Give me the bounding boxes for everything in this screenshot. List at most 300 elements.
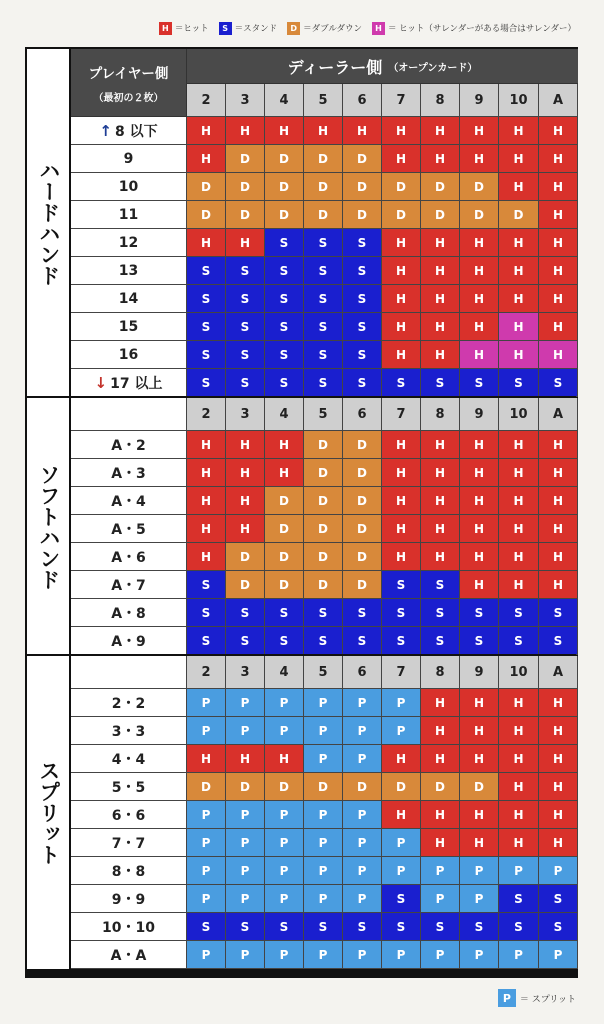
player-hand-label bbox=[71, 571, 187, 599]
hand-label-text: A・4 bbox=[111, 493, 146, 510]
action-cell: H bbox=[421, 431, 460, 459]
action-cell: H bbox=[539, 571, 578, 599]
action-cell: P bbox=[265, 829, 304, 857]
action-cell: P bbox=[499, 941, 539, 969]
action-cell: P bbox=[226, 801, 265, 829]
legend-text: ＝ ヒット（サレンダーがある場合はサレンダー） bbox=[387, 24, 576, 34]
action-cell: P bbox=[226, 885, 265, 913]
action-cell: S bbox=[265, 341, 304, 369]
action-cell: H bbox=[421, 515, 460, 543]
action-cell: H bbox=[499, 285, 539, 313]
action-cell: D bbox=[343, 487, 382, 515]
action-cell: H bbox=[382, 431, 421, 459]
hand-label-text: 8・8 bbox=[111, 863, 146, 880]
action-cell: H bbox=[304, 117, 343, 145]
action-cell: P bbox=[265, 941, 304, 969]
action-cell: D bbox=[304, 459, 343, 487]
action-cell: P bbox=[343, 689, 382, 717]
action-cell: P bbox=[304, 745, 343, 773]
legend-text: ＝ダブルダウン bbox=[303, 24, 362, 34]
action-cell: D bbox=[265, 515, 304, 543]
hand-label-text: 14 bbox=[118, 290, 139, 307]
dealer-card-2: 2 bbox=[187, 656, 226, 689]
action-cell: H bbox=[187, 459, 226, 487]
action-cell: P bbox=[382, 689, 421, 717]
dealer-card-10: 10 bbox=[499, 656, 539, 689]
player-hand-label bbox=[71, 117, 187, 145]
action-cell: H bbox=[539, 229, 578, 257]
action-cell: H bbox=[460, 257, 499, 285]
legend-badge: D bbox=[287, 22, 300, 35]
player-hand-label bbox=[71, 145, 187, 173]
legend-item bbox=[372, 22, 576, 35]
action-cell: H bbox=[499, 745, 539, 773]
action-cell: S bbox=[304, 341, 343, 369]
section-header-blank bbox=[71, 398, 187, 431]
action-cell: H bbox=[187, 487, 226, 515]
action-cell: D bbox=[382, 773, 421, 801]
hand-label-text: A・6 bbox=[111, 549, 146, 566]
hand-label-text: 4・4 bbox=[111, 751, 146, 768]
player-hand-label bbox=[71, 773, 187, 801]
legend-item bbox=[219, 22, 278, 35]
action-cell: P bbox=[382, 829, 421, 857]
action-cell: D bbox=[226, 543, 265, 571]
action-cell: H bbox=[539, 257, 578, 285]
action-cell: S bbox=[382, 885, 421, 913]
action-cell: H bbox=[265, 117, 304, 145]
action-cell: P bbox=[226, 941, 265, 969]
action-cell: P bbox=[187, 885, 226, 913]
legend-badge: H bbox=[372, 22, 385, 35]
action-cell: S bbox=[460, 369, 499, 397]
action-cell: S bbox=[343, 257, 382, 285]
dealer-header-subtitle: （オープンカード） bbox=[388, 62, 478, 74]
action-cell: P bbox=[226, 829, 265, 857]
player-hand-label bbox=[71, 885, 187, 913]
action-cell: P bbox=[187, 941, 226, 969]
action-cell: H bbox=[539, 515, 578, 543]
action-cell: S bbox=[343, 229, 382, 257]
action-cell: D bbox=[304, 145, 343, 173]
action-cell: H bbox=[421, 745, 460, 773]
action-cell: S bbox=[460, 599, 499, 627]
action-cell: H bbox=[539, 487, 578, 515]
action-cell: P bbox=[421, 941, 460, 969]
action-cell: S bbox=[421, 599, 460, 627]
action-cell: H bbox=[499, 229, 539, 257]
action-cell: S bbox=[304, 285, 343, 313]
action-cell: S bbox=[421, 369, 460, 397]
action-cell: P bbox=[187, 717, 226, 745]
action-cell: H bbox=[499, 829, 539, 857]
action-cell: P bbox=[226, 717, 265, 745]
action-cell: H bbox=[460, 745, 499, 773]
arrow-up-icon: ↑ bbox=[99, 121, 112, 140]
action-cell: P bbox=[421, 857, 460, 885]
action-cell: H bbox=[382, 145, 421, 173]
action-cell: H bbox=[460, 431, 499, 459]
action-cell: S bbox=[304, 369, 343, 397]
player-hand-label bbox=[71, 689, 187, 717]
action-cell: D bbox=[343, 145, 382, 173]
dealer-card-8: 8 bbox=[421, 656, 460, 689]
action-cell: H bbox=[499, 801, 539, 829]
action-cell: S bbox=[460, 627, 499, 655]
hand-label-text: A・2 bbox=[111, 437, 146, 454]
action-cell: H bbox=[226, 459, 265, 487]
action-cell: D bbox=[226, 571, 265, 599]
action-cell: S bbox=[265, 369, 304, 397]
action-cell: D bbox=[343, 201, 382, 229]
action-cell: S bbox=[187, 285, 226, 313]
action-cell: S bbox=[382, 913, 421, 941]
hand-label-text: A・A bbox=[110, 947, 147, 964]
action-cell: H bbox=[265, 745, 304, 773]
action-cell: H bbox=[421, 117, 460, 145]
action-cell: H bbox=[460, 285, 499, 313]
dealer-card-3: 3 bbox=[226, 398, 265, 431]
hand-label-text: 12 bbox=[118, 234, 139, 251]
action-cell: H bbox=[421, 285, 460, 313]
action-cell: H bbox=[421, 341, 460, 369]
action-cell: S bbox=[382, 599, 421, 627]
action-cell: H bbox=[539, 689, 578, 717]
action-cell: P bbox=[343, 829, 382, 857]
action-cell: D bbox=[460, 201, 499, 229]
player-hand-label bbox=[71, 543, 187, 571]
action-cell: H bbox=[539, 313, 578, 341]
action-cell: P bbox=[499, 857, 539, 885]
action-cell: H bbox=[382, 313, 421, 341]
hand-label-text: 3・3 bbox=[111, 723, 146, 740]
action-cell: H bbox=[460, 801, 499, 829]
hand-label-text: 5・5 bbox=[111, 779, 146, 796]
action-cell: H bbox=[539, 745, 578, 773]
action-cell: H bbox=[460, 229, 499, 257]
action-cell: H bbox=[187, 117, 226, 145]
action-cell: H bbox=[382, 487, 421, 515]
action-cell: P bbox=[343, 941, 382, 969]
hand-label-text: 6・6 bbox=[111, 807, 146, 824]
player-hand-label bbox=[71, 829, 187, 857]
action-cell: H bbox=[421, 459, 460, 487]
action-cell: S bbox=[343, 285, 382, 313]
section-header-blank bbox=[71, 656, 187, 689]
action-cell: D bbox=[343, 571, 382, 599]
action-cell: S bbox=[187, 627, 226, 655]
player-hand-label bbox=[71, 369, 187, 397]
action-cell: H bbox=[499, 313, 539, 341]
action-cell: H bbox=[460, 717, 499, 745]
legend-badge: H bbox=[159, 22, 172, 35]
action-cell: S bbox=[343, 341, 382, 369]
action-cell: H bbox=[499, 689, 539, 717]
action-cell: D bbox=[304, 515, 343, 543]
action-cell: D bbox=[421, 201, 460, 229]
action-cell: D bbox=[343, 543, 382, 571]
action-cell: H bbox=[499, 117, 539, 145]
action-cell: P bbox=[343, 857, 382, 885]
legend-badge: S bbox=[219, 22, 232, 35]
action-cell: S bbox=[343, 913, 382, 941]
action-cell: H bbox=[382, 515, 421, 543]
section-title: スプリット bbox=[27, 656, 71, 969]
action-cell: P bbox=[265, 857, 304, 885]
action-cell: P bbox=[304, 857, 343, 885]
player-hand-label bbox=[71, 599, 187, 627]
dealer-card-7: 7 bbox=[382, 656, 421, 689]
action-cell: P bbox=[187, 857, 226, 885]
dealer-header-title: ディーラー側 bbox=[287, 57, 383, 77]
action-cell: S bbox=[539, 627, 578, 655]
action-cell: H bbox=[499, 543, 539, 571]
legend-item bbox=[159, 22, 209, 35]
action-cell: P bbox=[421, 885, 460, 913]
action-cell: D bbox=[226, 173, 265, 201]
action-cell: H bbox=[499, 717, 539, 745]
dealer-header bbox=[187, 49, 578, 84]
action-cell: S bbox=[265, 599, 304, 627]
action-cell: S bbox=[304, 627, 343, 655]
action-cell: D bbox=[187, 173, 226, 201]
action-cell: H bbox=[460, 515, 499, 543]
hand-label-text: 13 bbox=[118, 262, 139, 279]
player-hand-label bbox=[71, 201, 187, 229]
action-cell: S bbox=[539, 885, 578, 913]
action-cell: H bbox=[421, 689, 460, 717]
player-hand-label bbox=[71, 913, 187, 941]
action-cell: P bbox=[187, 689, 226, 717]
action-cell: H bbox=[382, 459, 421, 487]
action-cell: S bbox=[499, 627, 539, 655]
action-cell: H bbox=[421, 801, 460, 829]
action-cell: H bbox=[499, 459, 539, 487]
legend-text: ＝スタンド bbox=[234, 24, 278, 34]
action-cell: S bbox=[187, 913, 226, 941]
action-cell: H bbox=[382, 229, 421, 257]
action-cell: D bbox=[265, 773, 304, 801]
action-cell: H bbox=[539, 341, 578, 369]
dealer-card-4: 4 bbox=[265, 656, 304, 689]
player-header bbox=[71, 49, 187, 117]
action-cell: P bbox=[460, 941, 499, 969]
action-cell: D bbox=[304, 201, 343, 229]
action-cell: P bbox=[187, 801, 226, 829]
action-cell: D bbox=[265, 571, 304, 599]
action-cell: H bbox=[539, 117, 578, 145]
action-cell: S bbox=[226, 369, 265, 397]
action-cell: S bbox=[421, 627, 460, 655]
action-cell: H bbox=[460, 313, 499, 341]
action-cell: P bbox=[343, 885, 382, 913]
action-cell: D bbox=[421, 173, 460, 201]
hand-label-text: A・3 bbox=[111, 465, 146, 482]
action-cell: S bbox=[187, 369, 226, 397]
split-badge: P bbox=[498, 989, 516, 1007]
action-cell: P bbox=[343, 717, 382, 745]
action-cell: H bbox=[382, 117, 421, 145]
dealer-card-2: 2 bbox=[187, 84, 226, 117]
player-header-title: プレイヤー側 bbox=[88, 65, 169, 82]
action-cell: D bbox=[343, 173, 382, 201]
action-cell: P bbox=[539, 941, 578, 969]
hand-label-text: 9・9 bbox=[111, 891, 146, 908]
action-cell: P bbox=[304, 689, 343, 717]
action-cell: H bbox=[460, 117, 499, 145]
legend-text: ＝ヒット bbox=[174, 24, 209, 34]
dealer-card-7: 7 bbox=[382, 398, 421, 431]
action-cell: P bbox=[304, 885, 343, 913]
action-cell: D bbox=[265, 487, 304, 515]
hand-label-text: A・5 bbox=[111, 521, 146, 538]
action-cell: S bbox=[304, 913, 343, 941]
action-cell: H bbox=[421, 543, 460, 571]
dealer-card-9: 9 bbox=[460, 656, 499, 689]
dealer-card-8: 8 bbox=[421, 398, 460, 431]
action-cell: S bbox=[421, 571, 460, 599]
action-cell: H bbox=[499, 341, 539, 369]
dealer-card-5: 5 bbox=[304, 398, 343, 431]
action-cell: D bbox=[187, 773, 226, 801]
action-cell: H bbox=[226, 515, 265, 543]
action-cell: S bbox=[499, 885, 539, 913]
hand-label-text: 7・7 bbox=[111, 835, 146, 852]
dealer-card-5: 5 bbox=[304, 656, 343, 689]
action-cell: D bbox=[304, 173, 343, 201]
action-cell: H bbox=[460, 459, 499, 487]
action-cell: D bbox=[343, 431, 382, 459]
action-cell: S bbox=[343, 627, 382, 655]
action-cell: H bbox=[421, 229, 460, 257]
dealer-card-5: 5 bbox=[304, 84, 343, 117]
action-cell: H bbox=[539, 773, 578, 801]
section-title: ソフトハンド bbox=[27, 398, 71, 655]
action-cell: S bbox=[187, 313, 226, 341]
action-cell: S bbox=[460, 913, 499, 941]
action-cell: D bbox=[265, 543, 304, 571]
action-cell: H bbox=[187, 745, 226, 773]
action-cell: H bbox=[460, 829, 499, 857]
hand-label-text: A・9 bbox=[111, 633, 146, 650]
action-cell: D bbox=[343, 773, 382, 801]
action-cell: S bbox=[421, 913, 460, 941]
action-cell: H bbox=[539, 431, 578, 459]
action-cell: H bbox=[499, 257, 539, 285]
action-cell: P bbox=[265, 717, 304, 745]
action-cell: H bbox=[226, 431, 265, 459]
action-cell: H bbox=[226, 745, 265, 773]
action-cell: S bbox=[539, 599, 578, 627]
action-cell: H bbox=[539, 173, 578, 201]
player-hand-label bbox=[71, 173, 187, 201]
hand-label-text: A・7 bbox=[111, 577, 146, 594]
action-cell: H bbox=[539, 717, 578, 745]
action-cell: H bbox=[382, 341, 421, 369]
action-cell: H bbox=[187, 515, 226, 543]
dealer-card-10: 10 bbox=[499, 84, 539, 117]
action-cell: S bbox=[343, 369, 382, 397]
player-hand-label bbox=[71, 801, 187, 829]
action-cell: D bbox=[226, 201, 265, 229]
action-cell: D bbox=[382, 201, 421, 229]
dealer-card-9: 9 bbox=[460, 398, 499, 431]
hand-label-text: 10 bbox=[118, 178, 139, 195]
legend-item bbox=[287, 22, 362, 35]
action-cell: S bbox=[539, 369, 578, 397]
dealer-card-8: 8 bbox=[421, 84, 460, 117]
hand-label-text: 17 以上 bbox=[110, 375, 163, 392]
action-cell: P bbox=[460, 885, 499, 913]
action-cell: H bbox=[421, 313, 460, 341]
action-cell: D bbox=[265, 173, 304, 201]
action-cell: S bbox=[226, 341, 265, 369]
action-cell: D bbox=[304, 487, 343, 515]
action-cell: D bbox=[226, 145, 265, 173]
action-cell: D bbox=[421, 773, 460, 801]
section-title: ハードハンド bbox=[27, 49, 71, 397]
dealer-card-6: 6 bbox=[343, 656, 382, 689]
action-cell: D bbox=[304, 431, 343, 459]
action-cell: H bbox=[382, 801, 421, 829]
action-cell: S bbox=[382, 369, 421, 397]
action-cell: S bbox=[187, 599, 226, 627]
action-cell: H bbox=[187, 431, 226, 459]
action-cell: H bbox=[421, 717, 460, 745]
action-cell: H bbox=[460, 571, 499, 599]
player-hand-label bbox=[71, 257, 187, 285]
hand-label-text: 11 bbox=[118, 206, 139, 223]
action-cell: H bbox=[539, 201, 578, 229]
action-cell: H bbox=[421, 257, 460, 285]
action-cell: D bbox=[499, 201, 539, 229]
action-cell: H bbox=[226, 117, 265, 145]
action-cell: P bbox=[343, 745, 382, 773]
action-cell: S bbox=[304, 313, 343, 341]
action-cell: D bbox=[265, 145, 304, 173]
action-cell: H bbox=[460, 543, 499, 571]
dealer-card-7: 7 bbox=[382, 84, 421, 117]
dealer-card-2: 2 bbox=[187, 398, 226, 431]
dealer-card-A: A bbox=[539, 656, 578, 689]
hand-label-text: 15 bbox=[118, 318, 139, 335]
action-cell: H bbox=[343, 117, 382, 145]
action-cell: H bbox=[539, 829, 578, 857]
action-cell: H bbox=[539, 459, 578, 487]
action-cell: H bbox=[499, 145, 539, 173]
hand-label-text: 8 以下 bbox=[114, 123, 158, 140]
dealer-card-10: 10 bbox=[499, 398, 539, 431]
action-cell: S bbox=[226, 913, 265, 941]
action-cell: D bbox=[382, 173, 421, 201]
action-cell: S bbox=[499, 599, 539, 627]
action-cell: H bbox=[460, 341, 499, 369]
action-cell: H bbox=[421, 145, 460, 173]
player-hand-label bbox=[71, 627, 187, 655]
player-hand-label bbox=[71, 431, 187, 459]
action-cell: H bbox=[539, 801, 578, 829]
action-cell: H bbox=[539, 543, 578, 571]
action-cell: S bbox=[226, 627, 265, 655]
player-header-subtitle: （最初の２枚） bbox=[93, 92, 164, 104]
action-cell: S bbox=[304, 229, 343, 257]
action-cell: P bbox=[265, 689, 304, 717]
action-cell: D bbox=[343, 515, 382, 543]
action-cell: P bbox=[304, 829, 343, 857]
action-cell: H bbox=[460, 487, 499, 515]
action-cell: P bbox=[304, 717, 343, 745]
action-cell: H bbox=[421, 487, 460, 515]
